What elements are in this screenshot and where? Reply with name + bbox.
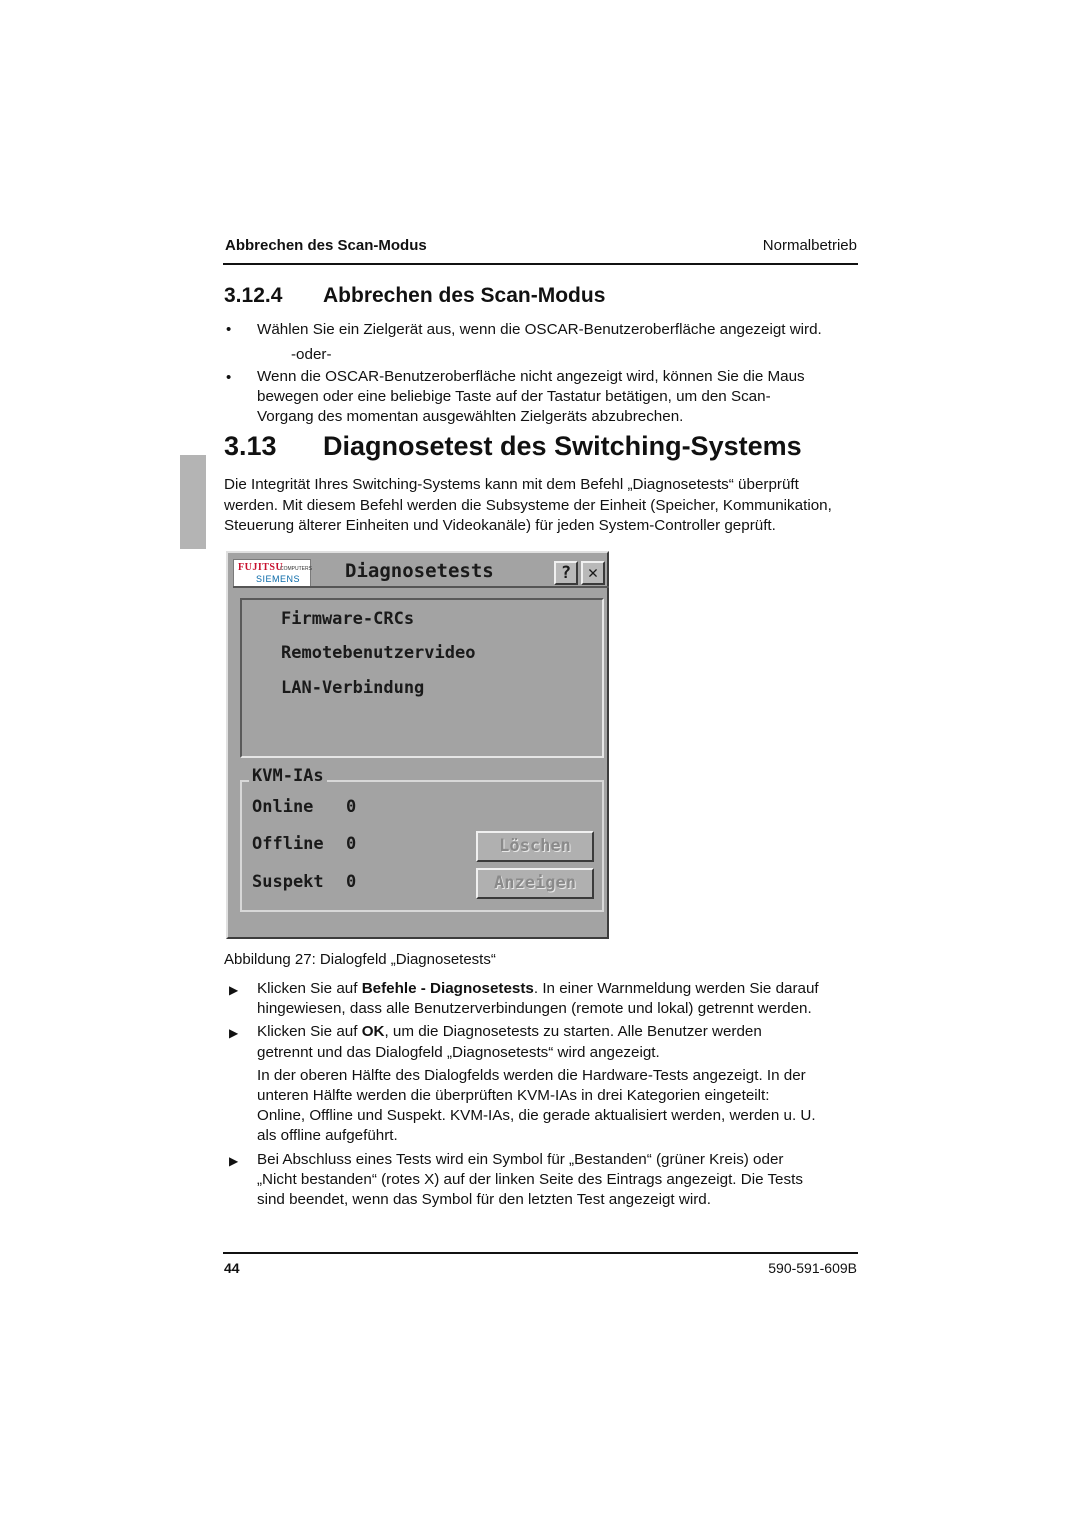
document-number: 590-591-609B — [768, 1260, 857, 1276]
intro-line-3: Steuerung älterer Einheiten und Videokanäle) für jeden System-Controller geprüft. — [224, 517, 776, 534]
section-number: 3.12.4 — [224, 284, 283, 307]
logo-text-computers: COMPUTERS — [280, 566, 312, 572]
step-3-line-3: sind beendet, wenn das Symbol für den letzten Test angezeigt wird. — [257, 1191, 711, 1208]
anzeigen-button[interactable]: Anzeigen — [476, 868, 594, 899]
test-item-lan-verbindung[interactable]: LAN-Verbindung — [281, 678, 425, 698]
bullet-dot: • — [226, 321, 232, 338]
kvm-row-offline — [252, 834, 357, 854]
step-arrow-icon: ▶ — [229, 1026, 239, 1040]
bullet-dot: • — [226, 369, 232, 386]
header-rule — [223, 263, 858, 265]
running-header-chapter: Normalbetrieb — [762, 237, 857, 254]
step-text: , um die Diagnosetests zu starten. Alle Benutzer werden — [384, 1023, 762, 1040]
test-item-firmware-crcs[interactable]: Firmware-CRCs — [281, 609, 415, 629]
dialog-title: Diagnosetests — [345, 560, 494, 582]
section-number: 3.13 — [224, 431, 277, 461]
bullet-text-1: Wählen Sie ein Zielgerät aus, wenn die OSCAR-Benutzeroberfläche angezeigt wird. — [257, 321, 822, 338]
oder-text: -oder- — [291, 346, 332, 363]
close-button[interactable]: ✕ — [581, 561, 605, 585]
step-bold-text: Befehle - Diagnosetests — [361, 980, 534, 997]
note-line-4: als offline aufgeführt. — [257, 1127, 398, 1144]
loeschen-button[interactable]: Löschen — [476, 831, 594, 862]
step-3-line-2: „Nicht bestanden“ (rotes X) auf der linken Seite des Eintrags angezeigt. Die Tests — [257, 1171, 803, 1188]
fujitsu-siemens-logo — [233, 559, 311, 587]
kvm-row-online — [252, 797, 357, 817]
step-1-line-2: hingewiesen, dass alle Benutzerverbindungen (remote und lokal) getrennt werden. — [257, 1000, 812, 1017]
step-3-line-1: Bei Abschluss eines Tests wird ein Symbol für „Bestanden“ (grüner Kreis) oder — [257, 1151, 784, 1168]
footer-rule — [223, 1252, 858, 1254]
kvm-row-label: Offline — [252, 834, 324, 854]
note-line-3: Online, Offline und Suspekt. KVM-IAs, die gerade aktualisiert werden, werden u. U. — [257, 1107, 816, 1124]
title-underline — [233, 586, 609, 588]
logo-text-fujitsu: FUJITSU — [238, 562, 284, 573]
section-title: Diagnosetest des Switching-Systems — [323, 431, 802, 461]
step-1-line-1 — [257, 979, 819, 999]
note-line-2: unteren Hälfte werden die überprüften KVM-IAs in drei Kategorien eingeteilt: — [257, 1087, 770, 1104]
step-text: Klicken Sie auf — [257, 1023, 362, 1040]
bullet-text-2-line-2: bewegen oder eine beliebige Taste auf der Tastatur betätigen, um den Scan- — [257, 388, 771, 405]
step-2-line-1 — [257, 1022, 762, 1042]
kvm-row-label: Online — [252, 797, 314, 817]
step-2-line-2: getrennt und das Dialogfeld „Diagnosetests“ wird angezeigt. — [257, 1044, 660, 1061]
chapter-thumb-tab — [180, 455, 206, 549]
step-bold-text: OK — [361, 1023, 385, 1040]
step-text: Klicken Sie auf — [257, 980, 362, 997]
help-button[interactable]: ? — [554, 561, 578, 585]
kvm-row-count: 0 — [346, 797, 357, 817]
intro-line-1: Die Integrität Ihres Switching-Systems kann mit dem Befehl „Diagnosetests“ überprüft — [224, 476, 799, 493]
section-heading-3-12-4 — [224, 284, 605, 308]
section-title: Abbrechen des Scan-Modus — [323, 284, 606, 307]
page-number: 44 — [224, 1260, 240, 1276]
kvm-row-count: 0 — [346, 872, 357, 892]
logo-text-siemens: SIEMENS — [256, 574, 301, 584]
step-arrow-icon: ▶ — [229, 983, 239, 997]
kvm-row-count: 0 — [346, 834, 357, 854]
intro-line-2: werden. Mit diesem Befehl werden die Subsysteme der Einheit (Speicher, Kommunikation, — [224, 497, 832, 514]
kvm-ias-group-label: KVM-IAs — [249, 766, 327, 786]
bullet-text-2-line-1: Wenn die OSCAR-Benutzeroberfläche nicht angezeigt wird, können Sie die Maus — [257, 368, 805, 385]
kvm-row-suspekt — [252, 872, 357, 892]
running-header-title: Abbrechen des Scan-Modus — [225, 237, 427, 254]
step-arrow-icon: ▶ — [229, 1154, 239, 1168]
test-item-remotebenutzervideo[interactable]: Remotebenutzervideo — [281, 643, 476, 663]
figure-caption: Abbildung 27: Dialogfeld „Diagnosetests“ — [224, 951, 496, 968]
kvm-row-label: Suspekt — [252, 872, 324, 892]
section-heading-3-13 — [224, 431, 802, 462]
step-text: . In einer Warnmeldung werden Sie darauf — [533, 980, 819, 997]
note-line-1: In der oberen Hälfte des Dialogfelds werden die Hardware-Tests angezeigt. In der — [257, 1067, 806, 1084]
bullet-text-2-line-3: Vorgang des momentan ausgewählten Zielgeräts abzubrechen. — [257, 408, 684, 425]
